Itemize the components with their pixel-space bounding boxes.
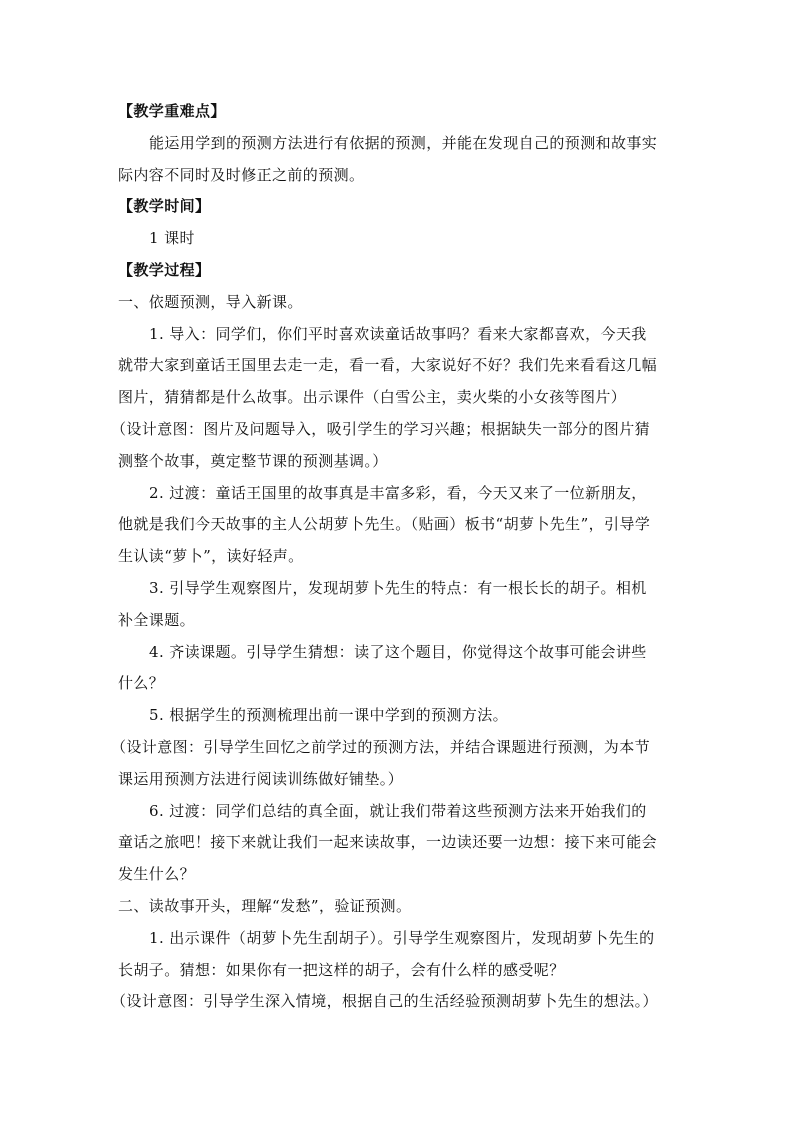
design-note-line: （设计意图：引导学生深入情境，根据自己的生活经验预测胡萝卜先生的想法。） <box>111 992 658 1011</box>
design-note-line: （设计意图：图片及问题导入，吸引学生的学习兴趣；根据缺失一部分的图片猜 <box>111 419 651 438</box>
paragraph-line: 4. 齐读课题。引导学生猜想：读了这个题目，你觉得这个故事可能会讲些 <box>149 642 647 661</box>
paragraph-line: 际内容不同时及时修正之前的预测。 <box>118 165 365 184</box>
paragraph-line: 童话之旅吧！接下来就让我们一起来读故事，一边读还要一边想：接下来可能会 <box>118 833 658 852</box>
design-note-line: （设计意图：引导学生回忆之前学过的预测方法，并结合课题进行预测，为本节 <box>111 737 651 756</box>
section-title: 二、读故事开头，理解“发愁”，验证预测。 <box>118 896 412 915</box>
design-note-line: 测整个故事，奠定整节课的预测基调。） <box>118 451 388 470</box>
process-heading: 【教学过程】 <box>118 260 211 279</box>
paragraph-line: 3. 引导学生观察图片，发现胡萝卜先生的特点：有一根长长的胡子。相机 <box>149 578 647 597</box>
paragraph-line: 补全课题。 <box>118 610 196 629</box>
time-heading: 【教学时间】 <box>118 197 211 216</box>
design-note-line: 课运用预测方法进行阅读训练做好铺垫。） <box>118 769 404 788</box>
paragraph-line: 1. 导入：同学们，你们平时喜欢读童话故事吗？看来大家都喜欢，今天我 <box>149 324 647 343</box>
paragraph-line: 什么？ <box>118 674 165 693</box>
paragraph-line: 2. 过渡：童话王国里的故事真是丰富多彩，看，今天又来了一位新朋友， <box>149 483 647 502</box>
paragraph-line: 1. 出示课件（胡萝卜先生刮胡子）。引导学生观察图片，发现胡萝卜先生的 <box>149 928 655 947</box>
time-value: 1 课时 <box>149 229 195 248</box>
paragraph-line: 长胡子。猜想：如果你有一把这样的胡子，会有什么样的感受呢？ <box>118 960 565 979</box>
paragraph-line: 就带大家到童话王国里去走一走，看一看，大家说好不好？我们先来看看这几幅 <box>118 356 658 375</box>
paragraph-line: 能运用学到的预测方法进行有依据的预测，并能在发现自己的预测和故事实 <box>149 133 658 152</box>
key-points-heading: 【教学重难点】 <box>118 102 226 120</box>
paragraph-line: 图片，猜猜都是什么故事。出示课件（白雪公主，卖火柴的小女孩等图片） <box>118 388 627 407</box>
paragraph-line: 5. 根据学生的预测梳理出前一课中学到的预测方法。 <box>149 706 509 725</box>
paragraph-line: 生认读“萝卜”，读好轻声。 <box>118 547 304 566</box>
paragraph-line: 6. 过渡：同学们总结的真全面，就让我们带着这些预测方法来开始我们的 <box>149 801 647 820</box>
section-title: 一、依题预测，导入新课。 <box>118 292 303 311</box>
paragraph-line: 他就是我们今天故事的主人公胡萝卜先生。（贴画）板书“胡萝卜先生”，引导学 <box>118 515 651 534</box>
paragraph-line: 发生什么？ <box>118 865 196 884</box>
